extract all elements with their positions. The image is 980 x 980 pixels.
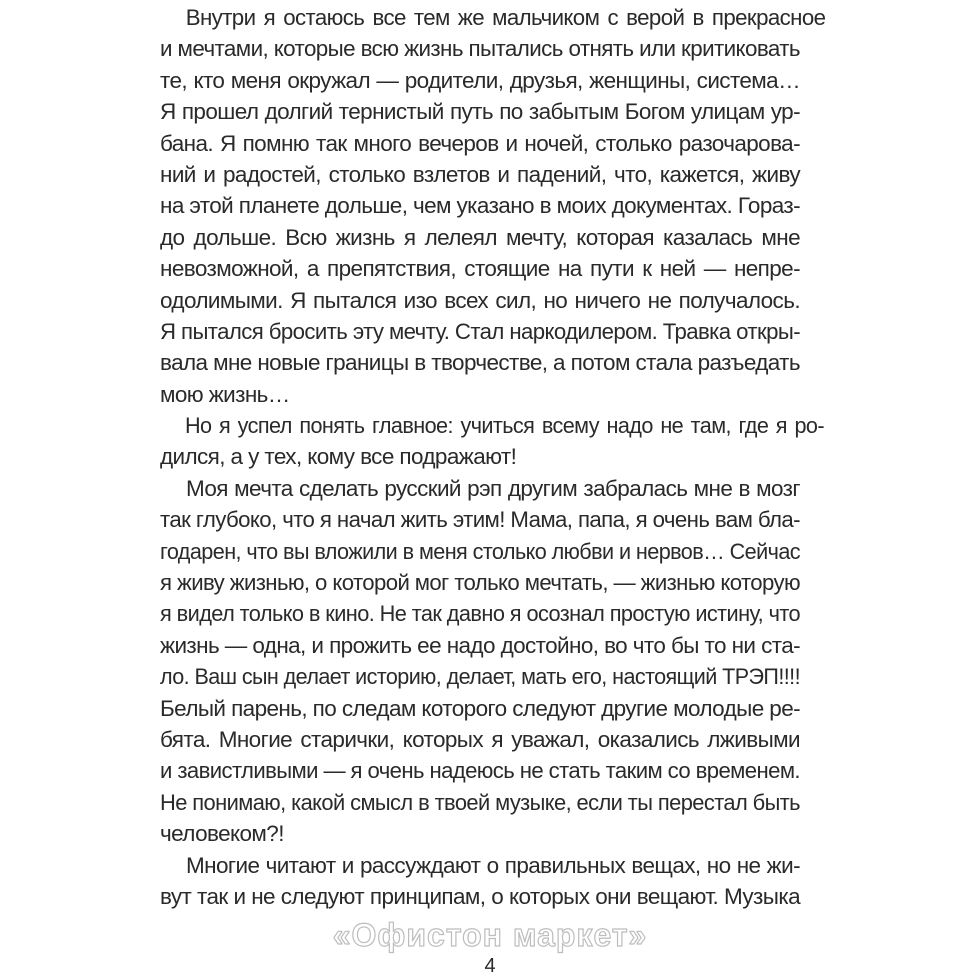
text-line: так глубоко, что я начал жить этим! Мама, папа, я очень вам бла- <box>160 507 800 533</box>
watermark: «Офистон маркет» <box>332 917 648 953</box>
text-line: жизнь — одна, и прожить ее надо достойно, во что бы то ни ста- <box>160 632 800 658</box>
page-footer <box>0 918 980 980</box>
text-line: мою жизнь… <box>160 381 290 407</box>
paragraph-first-line: Многие читают и рассуждают о правильных вещах, но не жи- <box>186 852 800 878</box>
text-line: и мечтами, которые всю жизнь пытались отнять или критиковать <box>160 36 800 62</box>
page-body <box>160 2 826 912</box>
text-line: невозможной, а препятствия, стоящие на пути к ней — непре- <box>160 256 800 282</box>
paragraph-first-line: Моя мечта сделать русский рэп другим забралась мне в мозг <box>186 475 800 501</box>
text-line: годарен, что вы вложили в меня столько любви и нервов… Сейчас <box>160 538 800 564</box>
text-line: бана. Я помню так много вечеров и ночей, столько разочарова- <box>160 130 800 156</box>
text-line: я живу жизнью, о которой мог только мечтать, — жизнью которую <box>160 570 800 596</box>
text-line: дился, а у тех, кому все подражают! <box>160 444 517 470</box>
text-line: вала мне новые границы в творчестве, а потом стала разъедать <box>160 350 800 376</box>
text-line: Белый парень, по следам которого следуют другие молодые ре- <box>160 695 800 721</box>
text-line: Не понимаю, какой смысл в твоей музыке, если ты перестал быть <box>160 789 800 815</box>
text-line: вут так и не следуют принципам, о которых они вещают. Музыка <box>160 883 800 909</box>
paragraph-first-line: Но я успел понять главное: учиться всему надо не там, где я ро- <box>184 413 824 439</box>
text-line: ний и радостей, столько взлетов и падений, что, кажется, живу <box>160 161 800 187</box>
text-line: на этой планете дольше, чем указано в моих документах. Гораз- <box>160 193 800 219</box>
text-line: я видел только в кино. Не так давно я осознал простую истину, что <box>160 601 800 627</box>
text-line: те, кто меня окружал — родители, друзья, женщины, система… <box>160 67 800 93</box>
text-line: бята. Многие старички, которых я уважал, оказались лживыми <box>160 726 800 752</box>
text-line: Я прошел долгий тернистый путь по забытым Богом улицам ур- <box>160 99 800 125</box>
text-line: ло. Ваш сын делает историю, делает, мать его, настоящий ТРЭП!!!! <box>160 664 800 690</box>
paragraph-first-line: Внутри я остаюсь все тем же мальчиком с верой в прекрасное <box>185 5 826 30</box>
text-line: одолимыми. Я пытался изо всех сил, но ничего не получалось. <box>160 287 800 313</box>
text-line: и завистливыми — я очень надеюсь не стать таким со временем. <box>160 758 800 784</box>
text-line: Я пытался бросить эту мечту. Стал наркодилером. Травка откры- <box>160 318 800 344</box>
text-line: до дольше. Всю жизнь я лелеял мечту, которая казалась мне <box>160 224 800 250</box>
page-number: 4 <box>484 955 496 977</box>
text-line: человеком?! <box>160 821 284 847</box>
